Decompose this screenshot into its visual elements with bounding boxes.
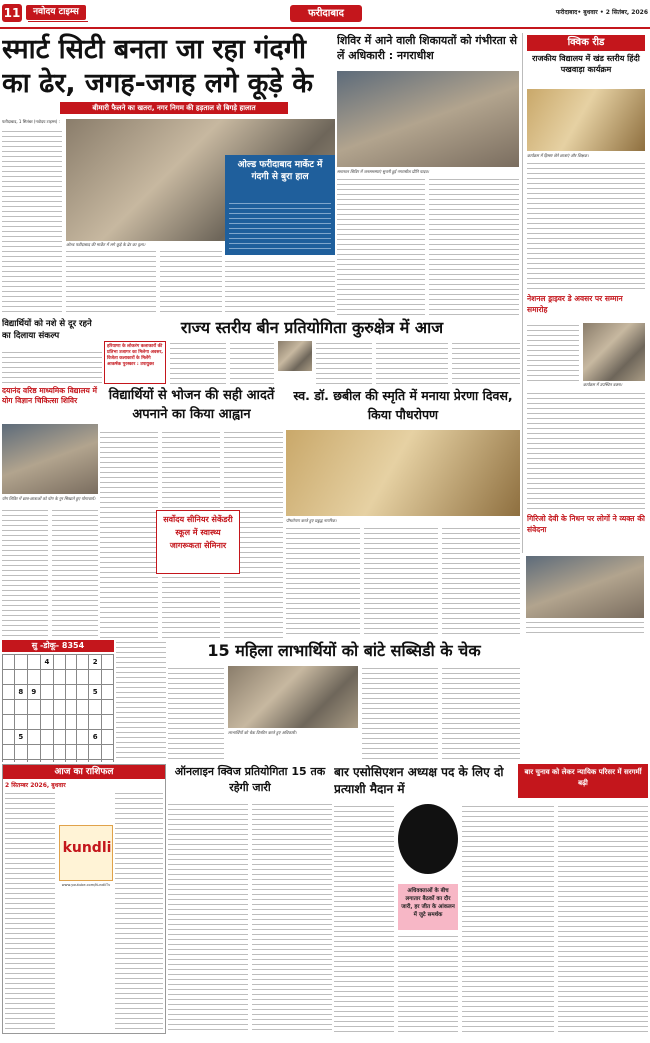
sudoku-cell <box>65 685 77 700</box>
shivir-column-1 <box>337 177 425 316</box>
sudoku-cell <box>40 700 53 715</box>
sudoku-cell: 2 <box>89 655 102 670</box>
lead-box <box>225 155 335 255</box>
sudoku-cell <box>53 685 65 700</box>
shivir-story <box>337 33 519 316</box>
sudoku-cell <box>102 700 114 715</box>
sudoku-cell <box>89 745 102 760</box>
lead-column-4 <box>225 259 335 316</box>
sudoku-cell <box>102 685 114 700</box>
sudoku-grid <box>2 654 114 762</box>
sudoku-instructions <box>116 640 166 762</box>
sudoku-cell <box>3 700 15 715</box>
sudoku-cell <box>65 760 77 763</box>
sudoku-row <box>3 715 114 730</box>
rashifal-col-3 <box>115 791 163 1031</box>
sudoku-cell <box>89 760 102 763</box>
dayanand-story <box>2 386 98 638</box>
shivir-column-2 <box>429 177 519 316</box>
sudoku-cell: 5 <box>14 730 27 745</box>
bean-col-5 <box>452 341 520 384</box>
sudoku-cell <box>3 745 15 760</box>
quick-read-caption-1: कार्यक्रम में हिस्सा लेते छात्राएं और शिक्षक। <box>527 153 589 158</box>
chhabil-headline: स्व. डॉ. छबील की स्मृति में मनाया प्रेरणा दिवस, किया पौधरोपण <box>293 388 513 422</box>
sudoku-cell <box>89 700 102 715</box>
mahila-story <box>168 640 520 762</box>
quick-read-text-1 <box>527 161 645 289</box>
chhabil-caption: पौधरोपण करते हुए प्रबुद्ध नागरिक। <box>286 518 337 523</box>
masthead-underline <box>28 21 88 25</box>
sudoku-cell <box>27 745 40 760</box>
gavel-icon <box>398 804 458 874</box>
sudoku-row <box>3 730 114 745</box>
bar-box: बार चुनाव को लेकर न्यायिक परिसर में सरगर्मी बढ़ी <box>518 764 648 798</box>
lead-caption: ओल्ड फरीदाबाद की मार्केट में लगे कूड़े के ढेर का दृश्य। <box>66 242 146 247</box>
sudoku-row <box>3 700 114 715</box>
mahila-col-1 <box>168 666 224 762</box>
sudoku-cell <box>3 730 15 745</box>
sudoku-cell <box>77 700 89 715</box>
quick-read-label: क्विक रीड <box>527 35 645 51</box>
bean-box: हरियाणा के लोकरंग कलाकारों की प्रतिभा उजागर का मिलेगा अवसर, विजेता कलाकारों के मिलेंगे आकर्षक पुरस्कार : उपायुक्त <box>104 341 166 384</box>
sudoku-row <box>3 670 114 685</box>
quiz-col-2 <box>252 802 332 1034</box>
sudoku-cell <box>65 745 77 760</box>
sudoku-cell <box>53 715 65 730</box>
bar-col-2 <box>398 934 458 1034</box>
bhojan-headline: विद्यार्थियों से भोजन की सही आदतें अपनाने का किया आह्वान <box>108 388 275 422</box>
sudoku-row <box>3 685 114 700</box>
quick-read-caption-2: कार्यक्रम में उपस्थित वक्ता। <box>583 382 623 387</box>
city-label: फरीदाबाद <box>290 5 362 22</box>
sudoku-cell <box>14 670 27 685</box>
lead-headline: स्मार्ट सिटी बनता जा रहा गंदगी का ढेर, जगह-जगह लगे कूड़े के <box>2 34 314 99</box>
bar-col-4 <box>558 804 648 1034</box>
sudoku-cell <box>77 760 89 763</box>
sudoku-cell <box>40 715 53 730</box>
sudoku-cell: 5 <box>89 685 102 700</box>
masthead-date: फरीदाबाद• बुधवार • 2 सितंबर, 2026 <box>555 9 648 16</box>
sudoku-cell <box>27 655 40 670</box>
sudoku-cell <box>53 670 65 685</box>
page-number: 11 <box>3 6 21 20</box>
sudoku-cell <box>65 715 77 730</box>
sudoku-cell <box>102 730 114 745</box>
bhojan-story <box>100 386 283 638</box>
shivir-photo <box>337 71 519 167</box>
dayanand-headline: दयानंद वरिष्ठ माध्यमिक विद्यालय में योग विज्ञान चिकित्सा शिविर <box>2 386 97 405</box>
sudoku-cell <box>3 655 15 670</box>
sudoku-cell <box>53 655 65 670</box>
sudoku-cell <box>53 730 65 745</box>
kundli-url: www.youtube.com/KundliTv <box>61 883 111 887</box>
mahila-photo <box>228 666 358 728</box>
bar-col-3 <box>462 804 554 1034</box>
sudoku-cell <box>14 700 27 715</box>
bhojan-seminar-box: सर्वोदय सीनियर सेकेंडरी स्कूल में स्वास्थ्य जागरूकता सेमिनार <box>156 510 240 574</box>
bar-pink-box: अधिवक्ताओं के बीच लगातार बैठकों का दौर जारी, हर जीत के आंकलन में जुटे समर्थक <box>398 884 458 930</box>
quick-read <box>522 33 648 553</box>
lead-column-2 <box>66 249 156 316</box>
sudoku-cell <box>77 715 89 730</box>
sudoku-cell <box>77 670 89 685</box>
sudoku-panel <box>2 640 114 762</box>
registration-marks <box>0 1036 650 1043</box>
rashifal-date: 2 सितम्बर 2026, बुधवार <box>5 782 66 789</box>
sudoku-cell: 4 <box>40 655 53 670</box>
sudoku-label: सु -डोकू- 8354 <box>2 640 114 652</box>
sudoku-cell <box>102 745 114 760</box>
dayanand-photo <box>2 424 98 494</box>
rashifal-label: आज का राशिफल <box>3 765 165 779</box>
sudoku-cell <box>89 715 102 730</box>
lead-subhead: बीमारी फैलने का खतरा, नगर निगम की हड़ताल से बिगड़े हालात <box>60 102 288 114</box>
mahila-caption: लाभार्थियों को चेक वितरित करते हुए अधिकारी। <box>228 730 297 735</box>
sudoku-cell <box>40 760 53 763</box>
sudoku-cell <box>77 745 89 760</box>
quick-read-text-3 <box>527 391 645 511</box>
bean-headline: राज्य स्तरीय बीन प्रतियोगिता कुरुक्षेत्र में आज <box>180 318 444 337</box>
sudoku-cell <box>102 670 114 685</box>
lead-box-text <box>229 201 331 251</box>
quick-read-item-2: नेशनल ड्राइवर डे अवसर पर सम्मान समारोह <box>527 294 623 314</box>
sudoku-cell <box>65 655 77 670</box>
quick-read-text-2 <box>527 323 579 381</box>
sudoku-cell <box>27 700 40 715</box>
sudoku-cell <box>89 670 102 685</box>
mahila-col-2 <box>362 666 438 762</box>
masthead-rule <box>0 27 650 29</box>
sudoku-cell <box>14 745 27 760</box>
sudoku-cell <box>102 760 114 763</box>
quick-read-bottom <box>522 556 648 636</box>
sudoku-cell <box>53 760 65 763</box>
mahila-col-3 <box>442 666 520 762</box>
quiz-headline: ऑनलाइन क्विज प्रतियोगिता 15 तक रहेगी जारी <box>174 765 326 794</box>
sudoku-cell <box>77 685 89 700</box>
bean-col-3 <box>316 341 372 384</box>
rashifal-col-1 <box>5 791 55 1031</box>
sudoku-row <box>3 760 114 763</box>
kundli-brand: kundli <box>62 840 112 856</box>
bean-col-2 <box>230 341 274 384</box>
dayanand-caption: योग शिविर में छात्र-छात्राओं को योग के गुर सिखाते हुए योगाचार्य। <box>2 496 96 501</box>
sudoku-cell <box>3 760 15 763</box>
rashifal-panel <box>2 764 166 1034</box>
masthead <box>0 0 650 30</box>
sudoku-cell <box>14 655 27 670</box>
sudoku-table <box>2 654 114 762</box>
chhabil-col-2 <box>364 526 438 638</box>
students-story <box>2 318 102 384</box>
sudoku-cell <box>3 670 15 685</box>
sudoku-cell <box>77 655 89 670</box>
mahila-headline: 15 महिला लाभार्थियों को बांटे सब्सिडी के चेक <box>207 641 481 660</box>
sudoku-cell: 8 <box>14 685 27 700</box>
sudoku-cell <box>27 715 40 730</box>
quick-read-item-3: गिरिजो देवी के निधन पर लोगों ने व्यक्त की संवेदना <box>527 514 645 534</box>
sudoku-cell <box>27 730 40 745</box>
bean-col-4 <box>376 341 448 384</box>
quiz-story <box>168 764 332 1034</box>
chhabil-story <box>286 386 520 638</box>
students-text <box>2 350 102 384</box>
dayanand-col-2 <box>52 508 98 638</box>
bar-headline: बार एसोसिएशन अध्यक्ष पद के लिए दो प्रत्याशी मैदान में <box>334 765 504 796</box>
quick-read-text-4 <box>526 620 644 636</box>
kundli-logo-box <box>59 825 113 881</box>
sudoku-cell <box>27 670 40 685</box>
paper-name: नवोदय टाइम्स <box>26 5 86 20</box>
quick-read-photo-2 <box>583 323 645 381</box>
sudoku-cell <box>14 715 27 730</box>
sudoku-cell <box>3 685 15 700</box>
bar-story <box>334 764 648 1034</box>
sudoku-cell <box>65 730 77 745</box>
bean-photo <box>278 341 312 371</box>
sudoku-cell <box>40 730 53 745</box>
bean-story <box>104 318 520 384</box>
sudoku-cell <box>14 760 27 763</box>
bar-col-1 <box>334 804 394 1034</box>
sudoku-cell <box>3 715 15 730</box>
lead-byline: फरीदाबाद, 1 सितंबर (नवोदय टाइम्स) : <box>2 119 60 124</box>
sudoku-cell <box>40 745 53 760</box>
quick-read-photo-3 <box>526 556 644 618</box>
quick-read-photo <box>527 89 645 151</box>
sudoku-cell <box>65 700 77 715</box>
sudoku-cell <box>27 760 40 763</box>
chhabil-photo <box>286 430 520 516</box>
bhojan-col-1 <box>100 430 158 638</box>
lead-column-1 <box>2 129 62 316</box>
students-headline: विद्यार्थियों को नशे से दूर रहने का दिलाया संकल्प <box>2 319 92 341</box>
sudoku-cell <box>40 685 53 700</box>
quiz-col-1 <box>168 802 248 1034</box>
sudoku-cell <box>53 700 65 715</box>
sudoku-cell <box>77 730 89 745</box>
bean-col-1 <box>170 341 226 384</box>
sudoku-cell <box>53 745 65 760</box>
sudoku-cell <box>102 655 114 670</box>
chhabil-col-1 <box>286 526 360 638</box>
lead-box-title: ओल्ड फरीदाबाद मार्केट में गंदगी से बुरा हाल <box>237 160 323 182</box>
sudoku-cell <box>40 670 53 685</box>
sudoku-cell: 6 <box>89 730 102 745</box>
shivir-caption: समाधान शिविर में जनसमस्याएं सुनती हुई नगराधीश प्रीति यादव। <box>337 169 430 174</box>
sudoku-cell <box>102 715 114 730</box>
chhabil-col-3 <box>442 526 520 638</box>
shivir-headline: शिविर में आने वाली शिकायतों को गंभीरता से लें अधिकारी : नगराधीश <box>337 34 518 62</box>
sudoku-cell: 9 <box>27 685 40 700</box>
dayanand-col-1 <box>2 508 48 638</box>
lead-story <box>2 33 335 316</box>
quick-read-headline: राजकीय विद्यालय में खंड स्तरीय हिंदी पखवाड़ा कार्यक्रम <box>532 54 640 74</box>
sudoku-row <box>3 745 114 760</box>
sudoku-row <box>3 655 114 670</box>
sudoku-cell <box>65 670 77 685</box>
lead-column-3 <box>160 249 222 316</box>
